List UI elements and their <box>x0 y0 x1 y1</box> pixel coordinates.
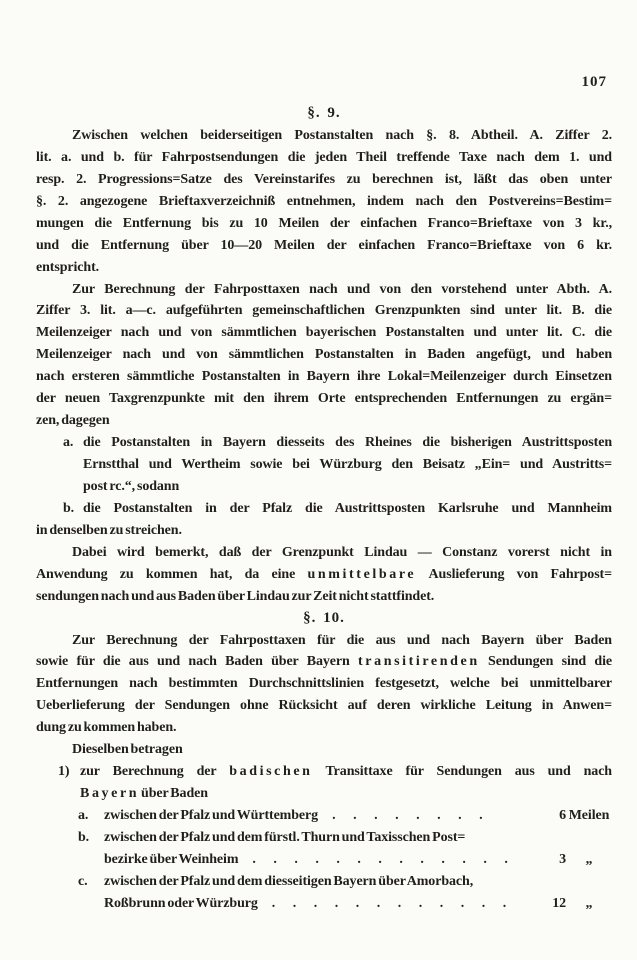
text-line <box>36 542 612 564</box>
text-segment: Meilenzeiger nach und von sämmtlichen Postanstalten in Baden angefügt, und haben <box>36 347 612 363</box>
text-segment: der neuen Taxgrenzpunkte mit den ihrem Orte entsprechenden Entfernungen zu ergän= <box>36 391 612 407</box>
text-segment: in denselben zu streichen. <box>36 522 182 538</box>
text-line <box>36 279 612 301</box>
distance-value: 3 <box>559 851 566 867</box>
list-marker: 1) <box>58 764 70 780</box>
section-heading: §. 9. <box>307 105 341 121</box>
distance-unit: „ <box>585 895 593 911</box>
text-segment: unmittelbare <box>307 566 417 582</box>
text-segment: Roßbrunn oder Würzburg <box>104 895 258 911</box>
text-segment: nach ersteren sämmtliche Postanstalten in Bayern ihre Lokal=Meilenzeiger durch Einsetzen <box>36 369 612 385</box>
text-line <box>36 564 612 586</box>
text-segment: bezirke über Weinheim <box>104 851 239 867</box>
distance-value: 12 <box>552 895 566 911</box>
text-segment: Ziffer 3. lit. a—c. aufgeführten gemeinschaftlichen Grenzpunkten sind unter lit. B. die <box>36 303 612 319</box>
list-marker: b. <box>78 829 90 845</box>
text-segment: zwischen der Pfalz und dem fürstl. Thurn und Taxisschen Post= <box>104 829 466 845</box>
text-segment: zwischen der Pfalz und dem diesseitigen Bayern über Amorbach, <box>104 873 474 889</box>
text-segment: zwischen der Pfalz und Württemberg <box>104 808 319 823</box>
text-line <box>36 695 612 717</box>
text-segment: entspricht. <box>36 259 100 275</box>
text-line <box>36 191 612 213</box>
text-segment: zur Berechnung der <box>80 764 230 780</box>
list-marker: b. <box>63 500 75 516</box>
text-segment: Dabei wird bemerkt, daß der Grenzpunkt Lindau — Constanz vorerst nicht in <box>72 544 612 560</box>
text-segment: die Postanstalten in der Pfalz die Austrittsposten Karlsruhe und Mannheim <box>83 500 612 516</box>
distance-unit: „ <box>585 851 593 867</box>
text-line <box>36 520 612 542</box>
page-number: 107 <box>581 74 607 90</box>
text-segment: sendungen nach und aus Baden über Lindau zur Zeit nicht stattfindet. <box>36 588 435 604</box>
text-segment: und die Entfernung über 10—20 Meilen der einfachen Franco=Brieftaxe von 6 kr. <box>36 237 612 253</box>
text-segment: post rc.“, sodann <box>83 478 180 494</box>
text-line <box>36 213 612 235</box>
text-line <box>36 147 612 169</box>
leader-label <box>104 893 258 915</box>
text-line <box>36 410 612 432</box>
text-line <box>36 388 612 410</box>
leader-label <box>104 849 238 871</box>
text-line <box>36 717 612 739</box>
text-segment: mungen die Entfernung bis zu 10 Meilen der einfachen Franco=Brieftaxe von 3 kr., <box>36 215 612 231</box>
text-segment: Ernstthal und Wertheim sowie bei Würzburg den Beisatz „Ein= und Austritts= <box>83 457 612 472</box>
list-marker: a. <box>63 435 74 451</box>
distance-value: 6 <box>559 808 566 823</box>
text-line <box>36 498 612 520</box>
text-line <box>36 805 612 827</box>
text-line <box>36 673 612 695</box>
text-line <box>36 454 612 476</box>
text-line <box>36 366 612 388</box>
leader-label <box>104 805 318 827</box>
text-line <box>36 300 612 322</box>
text-segment: Dieselben betragen <box>72 742 183 758</box>
text-segment: Meilenzeiger nach und von sämmtlichen bayerischen Postanstalten und unter lit. C. die <box>36 325 612 341</box>
section-heading: §. 10. <box>303 609 345 626</box>
dot-leader: . . . . . . . . . . . . . <box>252 851 508 867</box>
text-segment: Transittaxe für Sendungen aus und nach <box>312 764 612 780</box>
text-segment: Zur Berechnung der Fahrposttaxen für die aus und nach Bayern über Baden <box>72 632 612 648</box>
text-line <box>36 739 612 761</box>
text-segment: dung zu kommen haben. <box>36 720 177 736</box>
distance-unit: Meilen <box>568 808 610 823</box>
text-line <box>36 586 612 608</box>
text-line <box>36 257 612 279</box>
text-line <box>36 476 612 498</box>
text-line <box>36 651 612 673</box>
dot-leader: . . . . . . . . . . . . <box>271 895 507 911</box>
text-segment: resp. 2. Progressions=Satze des Vereinstarifes zu berechnen ist, läßt das oben unter <box>36 171 612 187</box>
text-segment: über Baden <box>139 786 208 802</box>
text-line <box>36 783 612 805</box>
text-segment: Zwischen welchen beiderseitigen Postanstalten nach §. 8. Abtheil. A. Ziffer 2. <box>72 127 612 143</box>
text-segment: Ueberlieferung der Sendungen ohne Rücksicht auf deren wirkliche Leitung in Anwen= <box>36 698 612 714</box>
text-segment: Zur Berechnung der Fahrposttaxen nach und von den vorstehend unter Abth. A. <box>72 281 612 297</box>
text-segment: die Postanstalten in Bayern diesseits des Rheines die bisherigen Austrittsposten <box>83 435 612 451</box>
text-line <box>36 235 612 257</box>
dot-leader: . . . . . . . . <box>332 808 483 823</box>
text-block <box>36 103 612 915</box>
text-line <box>36 827 612 849</box>
text-line <box>36 893 612 915</box>
text-line <box>36 761 612 783</box>
text-segment: zen, dagegen <box>36 413 110 429</box>
text-segment: sowie für die aus und nach Baden über Bayern <box>36 654 359 670</box>
text-segment: Sendungen sind die <box>479 654 612 670</box>
text-line <box>36 322 612 344</box>
text-segment: badischen <box>229 764 313 780</box>
text-segment: Bayern <box>80 786 140 802</box>
text-line <box>36 125 612 147</box>
list-marker: c. <box>78 873 88 889</box>
text-line <box>36 344 612 366</box>
text-segment: transitirenden <box>358 654 480 670</box>
text-line <box>36 432 612 454</box>
text-segment: Anwendung zu kommen hat, da eine <box>36 566 308 582</box>
text-line <box>36 169 612 191</box>
text-line <box>36 849 612 871</box>
text-segment: §. 2. angezogene Brieftaxverzeichniß entnehmen, indem nach den Postvereins=Bestim= <box>36 193 612 209</box>
text-line <box>36 630 612 652</box>
text-segment: lit. a. und b. für Fahrpostsendungen die jeden Theil treffende Taxe nach dem 1. und <box>36 149 612 165</box>
text-segment: Entfernungen nach bestimmten Durchschnittslinien festgesetzt, welche bei unmittelbarer <box>36 676 612 692</box>
list-marker: a. <box>78 808 89 823</box>
text-segment: Auslieferung von Fahrpost= <box>416 566 612 582</box>
text-line <box>36 871 612 893</box>
